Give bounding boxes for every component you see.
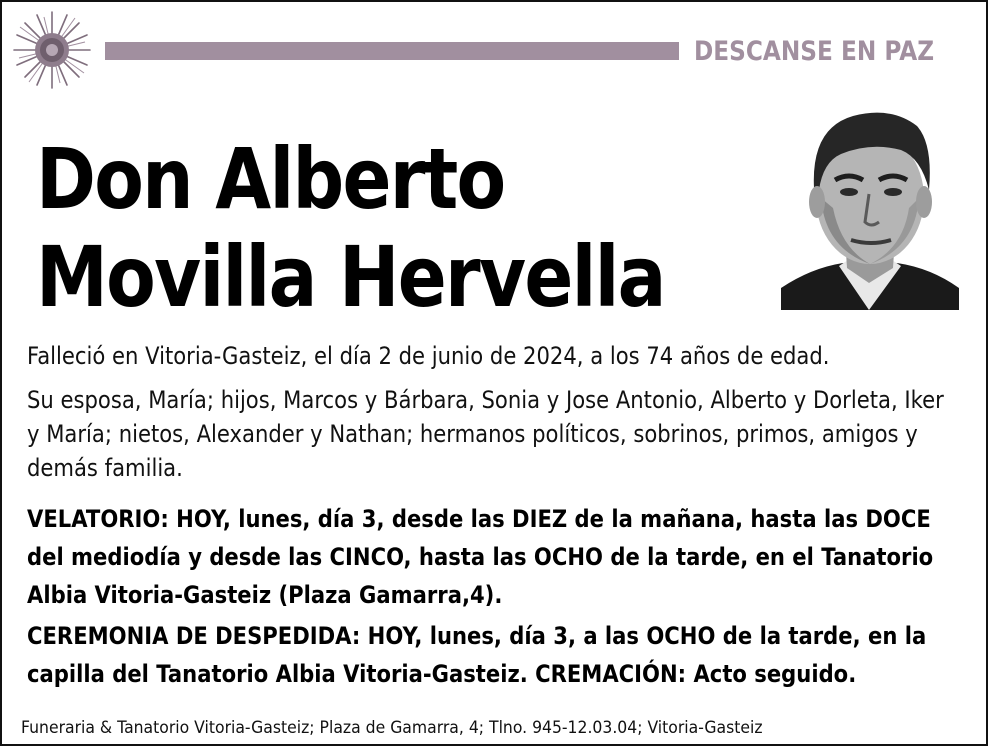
header-rule bbox=[105, 42, 679, 60]
ceremony-paragraph: CEREMONIA DE DESPEDIDA: HOY, lunes, día 3, a las OCHO de la tarde, en la capilla del Tanatorio Albia Vitoria-Gasteiz. CREMACIÓN: Acto seguido. bbox=[27, 622, 927, 688]
funeral-home-footer: Funeraria & Tanatorio Vitoria-Gasteiz; Plaza de Gamarra, 4; Tlno. 945-12.03.04; Vitoria-Gasteiz bbox=[21, 718, 763, 738]
deceased-name-line-2: Movilla Hervella bbox=[36, 228, 665, 326]
deceased-name-line-1: Don Alberto bbox=[36, 130, 505, 228]
thistle-flower-icon bbox=[10, 8, 94, 92]
wake-paragraph: VELATORIO: HOY, lunes, día 3, desde las DIEZ de la mañana, hasta las DOCE del mediodía y desde las CINCO, hasta las OCHO de la tarde, en el Tanatorio Albia Vitoria-Gasteiz (Plaza Gamarra,4). bbox=[27, 505, 934, 609]
portrait-photo bbox=[781, 98, 959, 310]
header-label: DESCANSE EN PAZ bbox=[694, 36, 935, 67]
death-notice: Falleció en Vitoria-Gasteiz, el día 2 de junio de 2024, a los 74 años de edad. bbox=[27, 342, 830, 370]
family-paragraph: Su esposa, María; hijos, Marcos y Bárbara, Sonia y Jose Antonio, Alberto y Dorleta, Iker y María; nietos, Alexander y Nathan; hermanos políticos, sobrinos, primos, amigos y demás familia. bbox=[27, 386, 944, 482]
